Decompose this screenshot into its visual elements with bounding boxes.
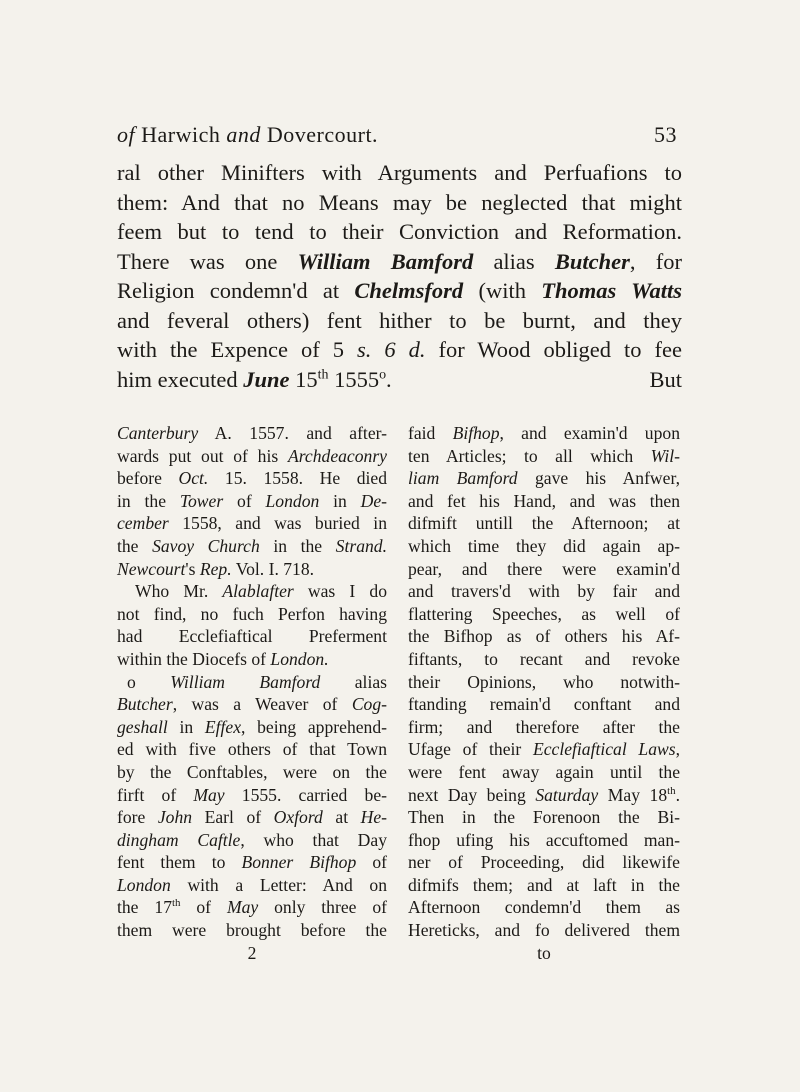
text-run: , who that Day (240, 829, 387, 850)
italic-run: Butcher (117, 694, 173, 715)
text-run: Religion condemn'd at (117, 278, 355, 303)
note-line (117, 716, 387, 739)
note-line (117, 874, 387, 897)
text-run: ten Articles; to all which (408, 445, 651, 466)
text-run: with the Expence of 5 (117, 337, 357, 362)
note-line (117, 467, 387, 490)
text-run: in the (259, 535, 336, 556)
text-run: May 18 (598, 784, 668, 805)
note-line (117, 580, 387, 603)
text-run: at (322, 807, 361, 828)
note-line (117, 648, 387, 671)
currency: s. 6 d. (356, 337, 426, 362)
note-line: and fet his Hand, and was then (408, 490, 680, 511)
footnote-left-column (117, 422, 387, 964)
text-run: Ufage of their (408, 739, 533, 760)
text-run: , for (629, 248, 682, 274)
note-line: their Opinions, who notwith- (408, 671, 680, 692)
text-run: Vol. I. 718. (231, 558, 315, 579)
italic-run: Effex (204, 716, 242, 737)
text-run: with a Letter: And on (170, 874, 387, 895)
text-run: of (180, 897, 227, 918)
text-run: 1555 (328, 366, 380, 392)
italic-run: May (193, 784, 225, 805)
month-name: June (243, 366, 290, 392)
note-line: ftanding remain'd conftant and (408, 694, 680, 715)
text-run: in (319, 490, 361, 511)
note-line: them were brought before the (117, 920, 387, 941)
note-line (408, 467, 680, 490)
italic-run: Savoy Church (152, 535, 260, 556)
note-line (408, 422, 680, 445)
text-run: next Day being (408, 784, 536, 805)
text-run: gave his Anfwer, (517, 468, 680, 489)
text-run: before (117, 468, 179, 489)
italic-run: John (157, 807, 193, 828)
note-line: Then in the Forenoon the Bi- (408, 807, 680, 828)
note-line: fhop ufing his accuftomed man- (408, 829, 680, 850)
title-dovercourt: Dovercourt. (266, 122, 379, 147)
note-line: had Ecclefiaftical Preferment (117, 626, 387, 647)
italic-run: Tower (179, 490, 224, 511)
place-name: Canterbury (117, 423, 199, 443)
note-line: firm; and therefore after the (408, 716, 680, 737)
italic-run: cember (117, 513, 169, 534)
note-line (117, 829, 387, 852)
text-run: alias (320, 671, 387, 692)
text-run: in the (117, 490, 180, 511)
running-header (117, 122, 677, 148)
text-run: him executed (117, 366, 244, 392)
italic-run: Oxford (273, 807, 323, 828)
main-line (117, 335, 682, 365)
text-run: Earl of (192, 807, 274, 828)
note-line (117, 490, 387, 513)
note-line: Hereticks, and fo delivered them (408, 920, 680, 941)
note-line: by the Conftables, were on the (117, 761, 387, 782)
superscript: th (172, 897, 181, 910)
person-name: Thomas Watts (541, 278, 683, 303)
italic-run: Cog- (351, 694, 387, 715)
text-run: the 17 (117, 897, 172, 918)
text-run: , was a Weaver of (172, 694, 352, 715)
italic-run: Wil- (650, 445, 680, 466)
note-line (117, 445, 387, 468)
title-of: of (117, 122, 136, 147)
italic-run: London. (270, 648, 329, 669)
note-line: the Bifhop as of others his Af- (408, 626, 680, 647)
italic-run: Bifhop (452, 423, 500, 443)
italic-run: liam Bamford (408, 468, 518, 489)
text-run: There was one (117, 248, 298, 274)
text-run: the (117, 535, 153, 556)
person-name: William Bamford (297, 248, 474, 274)
note-line: which time they did again ap- (408, 535, 680, 556)
italic-run: Oct. (178, 468, 209, 489)
note-line (117, 693, 387, 716)
main-text (117, 158, 682, 394)
note-line (117, 896, 387, 919)
signature-mark: 2 (247, 942, 257, 963)
note-line (117, 558, 387, 581)
footnote-mark: o (379, 367, 387, 382)
place-name: Chelmsford (354, 278, 464, 303)
text-run: 's (185, 558, 200, 579)
italic-run: Rep. (199, 558, 232, 579)
italic-run: May (226, 897, 259, 918)
page-number: 53 (654, 122, 677, 147)
title-harwich: Harwich (141, 122, 221, 147)
text-run: of (356, 852, 388, 873)
footnote-right-column (408, 422, 680, 964)
person-name: Butcher (554, 248, 630, 274)
note-line: not find, no fuch Perfon having (117, 603, 387, 624)
running-title (117, 122, 378, 148)
text-run: faid (408, 423, 453, 443)
note-line (117, 851, 387, 874)
superscript: th (667, 784, 676, 797)
text-run: . (675, 784, 681, 805)
text-run: 1555. carried be- (224, 784, 387, 805)
text-run: of (223, 490, 266, 511)
italic-run: William Bamford (170, 671, 321, 692)
italic-run: Alablafter (222, 581, 294, 602)
italic-run: Archdeaconry (287, 445, 387, 466)
main-line: and feveral others) fent hither to be burnt, and they (117, 307, 682, 333)
text-run: Who Mr. (135, 581, 223, 602)
superscript: th (317, 367, 329, 382)
text-run: alias (473, 248, 555, 274)
note-line (408, 738, 680, 761)
italic-run: dingham Caftle (117, 829, 241, 850)
italic-run: He- (360, 807, 388, 828)
note-line (408, 784, 680, 807)
note-line (117, 535, 387, 558)
text-run: only three of (258, 897, 387, 918)
text-run: . (386, 366, 392, 392)
title-and: and (226, 122, 261, 147)
text-run: 15. 1558. He died (208, 468, 388, 489)
note-line (117, 784, 387, 807)
main-line (117, 247, 682, 277)
text-run: fent them to (117, 852, 242, 873)
main-line: ral other Minifters with Arguments and Perfuafions to (117, 160, 682, 185)
text-run: within the Diocefs of (117, 648, 271, 669)
text-run: , and examin'd upon (499, 423, 680, 443)
note-line (408, 445, 680, 468)
note-line: ner of Proceeding, did likewife (408, 852, 680, 873)
italic-run: London (265, 490, 320, 511)
note-line: were fent away again until the (408, 761, 680, 782)
note-line (117, 806, 387, 829)
text-run: , being apprehend- (241, 716, 387, 737)
text-run: firft of (117, 784, 194, 805)
catchword: to (537, 942, 551, 963)
main-line (117, 365, 682, 395)
italic-run: Ecclefiaftical Laws (532, 739, 676, 760)
note-line: and travers'd with by fair and (408, 581, 680, 602)
catchword-main: But (649, 366, 682, 392)
note-line: ed with five others of that Town (117, 739, 387, 760)
text-run: in (167, 716, 205, 737)
note-line (117, 422, 387, 445)
note-line: pear, and there were examin'd (408, 558, 680, 579)
main-line (117, 276, 682, 306)
note-line: difmift untill the Afternoon; at (408, 513, 680, 534)
text-run: 1558, and was buried in (168, 513, 387, 534)
italic-run: Strand. (335, 535, 387, 556)
note-line (117, 512, 387, 535)
text-run: for Wood obliged to fee (425, 337, 682, 362)
italic-run: Saturday (535, 784, 599, 805)
main-line: them: And that no Means may be neglected that might (117, 189, 682, 215)
text-run: (with (463, 278, 542, 303)
text-run: was I do (293, 581, 387, 602)
note-line: fiftants, to recant and revoke (408, 648, 680, 669)
italic-run: De- (360, 490, 388, 511)
text-run: A. 1557. and after- (198, 423, 387, 443)
text-run: o (127, 671, 171, 692)
text-run: 15 (289, 366, 318, 392)
main-line: feem but to tend to their Conviction and Reformation. (117, 219, 682, 244)
note-line: flattering Speeches, as well of (408, 603, 680, 624)
italic-run: Newcourt (117, 558, 186, 579)
italic-run: geshall (117, 716, 168, 737)
note-line: Afternoon condemn'd them as (408, 897, 680, 918)
note-line (117, 671, 387, 694)
italic-run: Bonner Bifhop (241, 852, 357, 873)
note-line: difmifs them; and at laft in the (408, 874, 680, 895)
text-run: wards put out of his (117, 445, 288, 466)
text-run: fore (117, 807, 158, 828)
italic-run: London (117, 874, 171, 895)
text-run: , (675, 739, 681, 760)
